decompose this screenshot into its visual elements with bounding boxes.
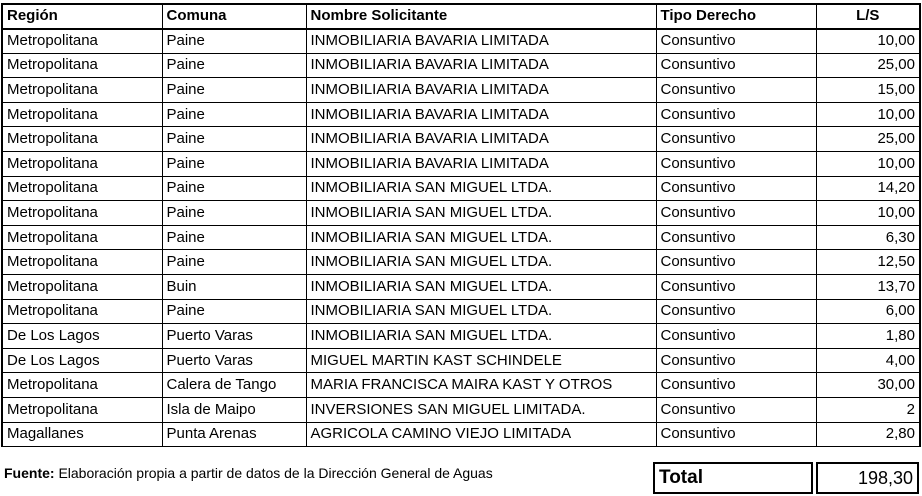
cell-tipo: Consuntivo bbox=[656, 78, 816, 103]
cell-comuna: Buin bbox=[162, 275, 306, 300]
cell-tipo: Consuntivo bbox=[656, 176, 816, 201]
cell-solicitante: MARIA FRANCISCA MAIRA KAST Y OTROS bbox=[306, 373, 656, 398]
table-row bbox=[2, 201, 920, 226]
cell-ls: 6,00 bbox=[816, 299, 920, 324]
table-row bbox=[2, 53, 920, 78]
cell-tipo: Consuntivo bbox=[656, 201, 816, 226]
cell-ls: 25,00 bbox=[816, 53, 920, 78]
cell-solicitante: INMOBILIARIA BAVARIA LIMITADA bbox=[306, 29, 656, 54]
table-row bbox=[2, 324, 920, 349]
cell-comuna: Paine bbox=[162, 53, 306, 78]
table-row bbox=[2, 299, 920, 324]
cell-tipo: Consuntivo bbox=[656, 324, 816, 349]
table-row bbox=[2, 373, 920, 398]
cell-region: Metropolitana bbox=[2, 29, 162, 54]
table-header-row bbox=[2, 4, 920, 29]
source-text: Elaboración propia a partir de datos de la Dirección General de Aguas bbox=[54, 465, 493, 481]
cell-solicitante: MIGUEL MARTIN KAST SCHINDELE bbox=[306, 348, 656, 373]
cell-ls: 13,70 bbox=[816, 275, 920, 300]
cell-comuna: Paine bbox=[162, 127, 306, 152]
table-row bbox=[2, 250, 920, 275]
table-row bbox=[2, 29, 920, 54]
cell-tipo: Consuntivo bbox=[656, 373, 816, 398]
cell-tipo: Consuntivo bbox=[656, 422, 816, 447]
cell-solicitante: INMOBILIARIA BAVARIA LIMITADA bbox=[306, 152, 656, 177]
table-row bbox=[2, 78, 920, 103]
cell-ls: 25,00 bbox=[816, 127, 920, 152]
header-solicitante: Nombre Solicitante bbox=[306, 4, 656, 29]
cell-ls: 10,00 bbox=[816, 152, 920, 177]
cell-solicitante: INMOBILIARIA BAVARIA LIMITADA bbox=[306, 78, 656, 103]
cell-tipo: Consuntivo bbox=[656, 152, 816, 177]
cell-comuna: Paine bbox=[162, 225, 306, 250]
cell-solicitante: INMOBILIARIA SAN MIGUEL LTDA. bbox=[306, 324, 656, 349]
cell-tipo: Consuntivo bbox=[656, 53, 816, 78]
cell-region: Metropolitana bbox=[2, 53, 162, 78]
cell-solicitante: AGRICOLA CAMINO VIEJO LIMITADA bbox=[306, 422, 656, 447]
cell-solicitante: INVERSIONES SAN MIGUEL LIMITADA. bbox=[306, 398, 656, 423]
table-row bbox=[2, 398, 920, 423]
cell-comuna: Punta Arenas bbox=[162, 422, 306, 447]
cell-comuna: Puerto Varas bbox=[162, 324, 306, 349]
cell-ls: 10,00 bbox=[816, 29, 920, 54]
cell-region: Metropolitana bbox=[2, 398, 162, 423]
cell-comuna: Puerto Varas bbox=[162, 348, 306, 373]
water-rights-table bbox=[1, 3, 921, 447]
cell-comuna: Paine bbox=[162, 250, 306, 275]
header-ls: L/S bbox=[816, 4, 920, 29]
cell-ls: 4,00 bbox=[816, 348, 920, 373]
cell-region: De Los Lagos bbox=[2, 324, 162, 349]
cell-solicitante: INMOBILIARIA SAN MIGUEL LTDA. bbox=[306, 201, 656, 226]
cell-ls: 15,00 bbox=[816, 78, 920, 103]
cell-region: Metropolitana bbox=[2, 176, 162, 201]
cell-solicitante: INMOBILIARIA SAN MIGUEL LTDA. bbox=[306, 225, 656, 250]
header-comuna: Comuna bbox=[162, 4, 306, 29]
cell-ls: 6,30 bbox=[816, 225, 920, 250]
cell-comuna: Paine bbox=[162, 102, 306, 127]
cell-region: Metropolitana bbox=[2, 127, 162, 152]
cell-tipo: Consuntivo bbox=[656, 299, 816, 324]
cell-ls: 2,80 bbox=[816, 422, 920, 447]
cell-ls: 1,80 bbox=[816, 324, 920, 349]
table-row bbox=[2, 102, 920, 127]
table-row bbox=[2, 348, 920, 373]
cell-tipo: Consuntivo bbox=[656, 250, 816, 275]
table-row bbox=[2, 275, 920, 300]
table-row bbox=[2, 152, 920, 177]
cell-solicitante: INMOBILIARIA BAVARIA LIMITADA bbox=[306, 127, 656, 152]
cell-comuna: Paine bbox=[162, 176, 306, 201]
cell-tipo: Consuntivo bbox=[656, 348, 816, 373]
cell-region: Metropolitana bbox=[2, 78, 162, 103]
cell-region: Metropolitana bbox=[2, 275, 162, 300]
cell-ls: 2 bbox=[816, 398, 920, 423]
cell-region: Metropolitana bbox=[2, 373, 162, 398]
total-label: Total bbox=[653, 462, 813, 494]
table-row bbox=[2, 422, 920, 447]
cell-ls: 30,00 bbox=[816, 373, 920, 398]
cell-comuna: Paine bbox=[162, 78, 306, 103]
cell-solicitante: INMOBILIARIA SAN MIGUEL LTDA. bbox=[306, 250, 656, 275]
cell-solicitante: INMOBILIARIA SAN MIGUEL LTDA. bbox=[306, 299, 656, 324]
cell-tipo: Consuntivo bbox=[656, 102, 816, 127]
header-region: Región bbox=[2, 4, 162, 29]
total-box bbox=[653, 462, 919, 494]
table-row bbox=[2, 225, 920, 250]
cell-comuna: Paine bbox=[162, 299, 306, 324]
cell-region: Metropolitana bbox=[2, 201, 162, 226]
cell-solicitante: INMOBILIARIA BAVARIA LIMITADA bbox=[306, 102, 656, 127]
cell-ls: 14,20 bbox=[816, 176, 920, 201]
cell-tipo: Consuntivo bbox=[656, 275, 816, 300]
cell-tipo: Consuntivo bbox=[656, 398, 816, 423]
cell-region: Magallanes bbox=[2, 422, 162, 447]
cell-solicitante: INMOBILIARIA SAN MIGUEL LTDA. bbox=[306, 176, 656, 201]
cell-comuna: Paine bbox=[162, 152, 306, 177]
source-note bbox=[4, 465, 493, 481]
header-tipo: Tipo Derecho bbox=[656, 4, 816, 29]
cell-comuna: Calera de Tango bbox=[162, 373, 306, 398]
cell-region: De Los Lagos bbox=[2, 348, 162, 373]
cell-tipo: Consuntivo bbox=[656, 29, 816, 54]
cell-comuna: Paine bbox=[162, 201, 306, 226]
cell-region: Metropolitana bbox=[2, 299, 162, 324]
cell-solicitante: INMOBILIARIA BAVARIA LIMITADA bbox=[306, 53, 656, 78]
cell-region: Metropolitana bbox=[2, 250, 162, 275]
cell-region: Metropolitana bbox=[2, 152, 162, 177]
cell-comuna: Isla de Maipo bbox=[162, 398, 306, 423]
cell-ls: 10,00 bbox=[816, 201, 920, 226]
cell-comuna: Paine bbox=[162, 29, 306, 54]
cell-tipo: Consuntivo bbox=[656, 225, 816, 250]
total-value: 198,30 bbox=[816, 462, 919, 494]
cell-solicitante: INMOBILIARIA SAN MIGUEL LTDA. bbox=[306, 275, 656, 300]
table-row bbox=[2, 127, 920, 152]
cell-region: Metropolitana bbox=[2, 225, 162, 250]
cell-region: Metropolitana bbox=[2, 102, 162, 127]
cell-tipo: Consuntivo bbox=[656, 127, 816, 152]
table-row bbox=[2, 176, 920, 201]
source-label: Fuente: bbox=[4, 465, 55, 481]
cell-ls: 12,50 bbox=[816, 250, 920, 275]
cell-ls: 10,00 bbox=[816, 102, 920, 127]
